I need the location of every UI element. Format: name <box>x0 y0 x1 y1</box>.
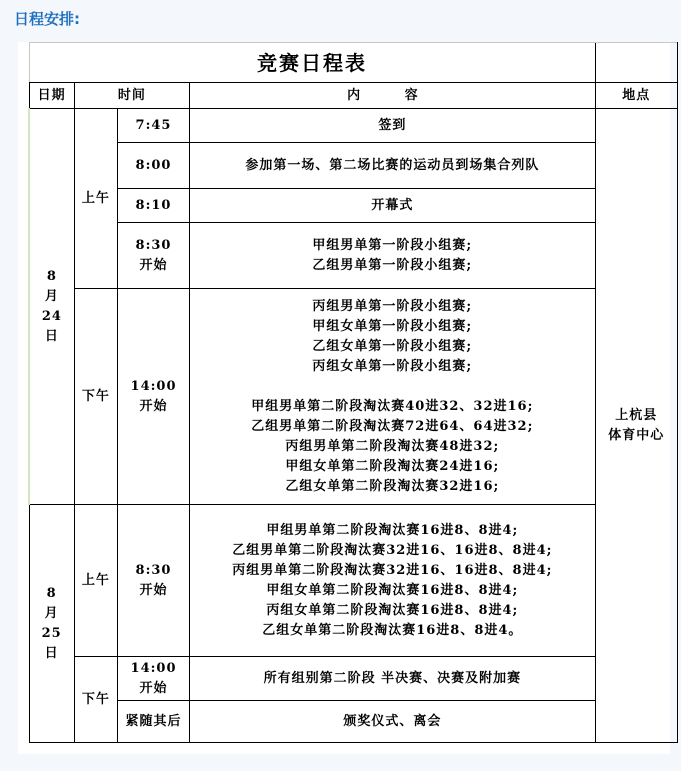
date-day1 <box>29 109 74 505</box>
content-cell: 颁奖仪式、离会 <box>190 701 596 743</box>
content-cell: 所有组别第二阶段 半决赛、决赛及附加赛 <box>190 657 596 701</box>
header-content: 内 容 <box>190 83 596 109</box>
content-lines: 甲组男单第一阶段小组赛; 乙组男单第一阶段小组赛; <box>312 237 473 273</box>
content-lines: 丙组男单第一阶段小组赛; 甲组女单第一阶段小组赛; 乙组女单第一阶段小组赛; 丙组女单第一阶段小组赛; 甲组男单第二阶段淘汰赛40进32、32进16; 乙组男单第二阶段淘汰赛72进64、64进32; 丙组男单第二阶段淘汰赛48进32; 甲组女单第二阶段淘汰赛24进16; 乙组女单第二阶段淘汰赛32进16; <box>251 298 534 494</box>
content-cell <box>190 505 596 657</box>
time-cell: 8:10 <box>118 189 190 223</box>
date-day2 <box>29 505 74 743</box>
title-spacer <box>595 43 677 83</box>
content-cell: 开幕式 <box>190 189 596 223</box>
schedule-table <box>28 42 678 743</box>
date-day2-text: 8 月 25 日 <box>41 585 62 661</box>
time-lines: 8:30 开始 <box>135 562 172 598</box>
time-cell <box>118 657 190 701</box>
time-lines: 8:30 开始 <box>135 237 172 273</box>
date-day1-text: 8 月 24 日 <box>41 268 62 344</box>
location-cell <box>595 109 677 743</box>
time-lines: 14:00 开始 <box>130 378 177 414</box>
schedule-sheet <box>18 42 670 754</box>
period-day1-morning: 上午 <box>74 109 117 289</box>
period-day2-morning: 上午 <box>74 505 117 657</box>
content-cell: 参加第一场、第二场比赛的运动员到场集合列队 <box>190 143 596 189</box>
content-lines: 甲组男单第二阶段淘汰赛16进8、8进4; 乙组男单第二阶段淘汰赛32进16、16进8、8进4; 丙组男单第二阶段淘汰赛32进16、16进8、8进4; 甲组女单第二阶段淘汰赛16进8、8进4; 丙组女单第二阶段淘汰赛16进8、8进4; 乙组女单第二阶段淘汰赛16进8、8进4。 <box>232 522 553 638</box>
table-title: 竞赛日程表 <box>29 43 595 83</box>
content-cell <box>190 223 596 289</box>
time-cell: 7:45 <box>118 109 190 143</box>
time-cell <box>118 223 190 289</box>
content-cell <box>190 289 596 505</box>
content-cell: 签到 <box>190 109 596 143</box>
time-cell: 8:00 <box>118 143 190 189</box>
header-time: 时间 <box>74 83 189 109</box>
time-cell <box>118 289 190 505</box>
location-text: 上杭县 体育中心 <box>608 407 665 443</box>
header-location: 地点 <box>595 83 677 109</box>
time-cell <box>118 505 190 657</box>
time-lines: 14:00 开始 <box>130 660 177 696</box>
time-cell: 紧随其后 <box>118 701 190 743</box>
section-heading: 日程安排: <box>14 10 80 28</box>
period-day1-afternoon: 下午 <box>74 289 117 505</box>
period-day2-afternoon: 下午 <box>74 657 117 743</box>
header-date: 日期 <box>29 83 74 109</box>
